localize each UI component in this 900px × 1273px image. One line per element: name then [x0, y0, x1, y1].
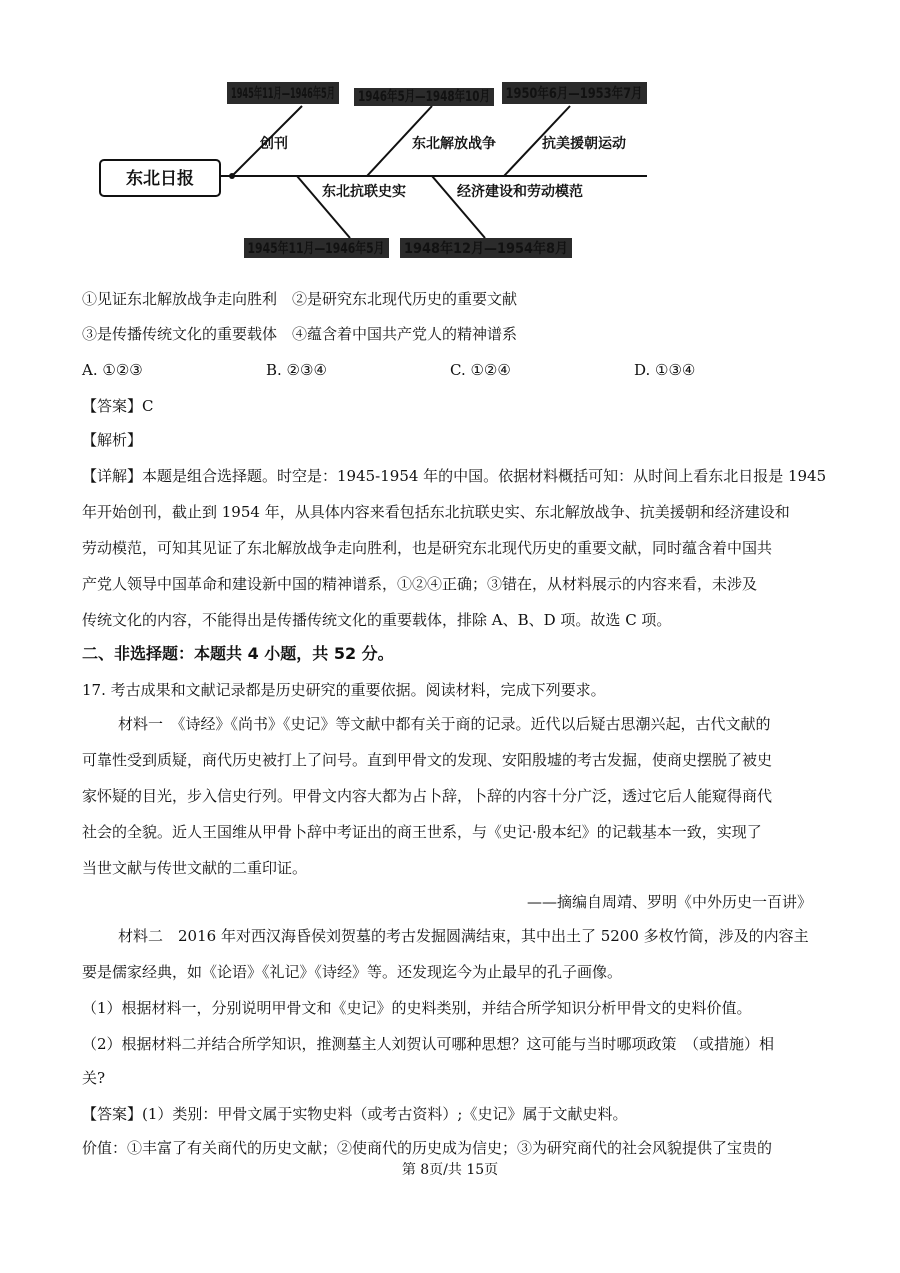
- question-2-line-2: 关?: [82, 1069, 106, 1087]
- analysis-label: 【解析】: [82, 431, 143, 449]
- period-label-1: 1945年11月—1946年5月: [231, 86, 409, 102]
- branch-label-economy: 经济建设和劳动模范: [457, 184, 583, 200]
- detail-line-2: 年开始创刊，截止到 1954 年，从具体内容来看包括东北抗联史实、东北解放战争、抗美援朝和经济建设和: [82, 503, 790, 521]
- option-a: A. ①②③: [82, 361, 143, 379]
- option-d: D. ①③④: [634, 361, 696, 379]
- material1-line-5: 当世文献与传世文献的二重印证。: [82, 859, 308, 877]
- page-footer: 第 8页/共 15页: [401, 1162, 499, 1178]
- q17-stem: 17. 考古成果和文献记录都是历史研究的重要依据。阅读材料，完成下列要求。: [82, 681, 606, 699]
- diagram-root-label: 东北日报: [126, 169, 194, 189]
- material1-line-2: 可靠性受到质疑，商代历史被打上了问号。直到甲骨文的发现、安阳殷墟的考古发掘，使商史摆脱了被史: [82, 751, 773, 769]
- detail-line-3: 劳动模范，可知其见证了东北解放战争走向胜利，也是研究东北现代历史的重要文献，同时蕴含着中国共: [82, 539, 773, 557]
- material2-line-1: 材料二 2016 年对西汉海昏侯刘贺墓的考古发掘圆满结束，其中出土了 5200 多枚竹简，涉及的内容主: [118, 927, 809, 945]
- option-c: C. ①②④: [450, 361, 511, 379]
- detail-line-1: 【详解】本题是组合选择题。时空是：1945-1954 年的中国。依据材料概括可知：从时间上看东北日报是 1945: [82, 467, 827, 485]
- material1-line-4: 社会的全貌。近人王国维从甲骨卜辞中考证出的商王世系，与《史记·殷本纪》的记载基本一致，实现了: [82, 823, 762, 841]
- period-label-2: 1946年5月—1948年10月: [358, 89, 536, 105]
- question-1: （1）根据材料一，分别说明甲骨文和《史记》的史料类别，并结合所学知识分析甲骨文的史料价值。: [82, 999, 752, 1017]
- branch-label-liberation: 东北解放战争: [412, 136, 496, 152]
- period-label-5: 1948年12月—1954年8月: [404, 241, 582, 257]
- material2-line-2: 要是儒家经典，如《论语》《礼记》《诗经》等。还发现迄今为止最早的孔子画像。: [82, 963, 623, 981]
- detail-line-5: 传统文化的内容，不能得出是传播传统文化的重要载体，排除 A、B、D 项。故选 C 项。: [82, 611, 672, 629]
- answer-line: 【答案】C: [82, 397, 154, 415]
- material1-line-3: 家怀疑的目光，步入信史行列。甲骨文内容大都为占卜辞，卜辞的内容十分广泛，透过它后人能窥得商代: [82, 787, 773, 805]
- statement-line-1: ①见证东北解放战争走向胜利 ②是研究东北现代历史的重要文献: [82, 290, 518, 308]
- option-b: B. ②③④: [266, 361, 327, 379]
- material1-line-1: 材料一 《诗经》《尚书》《史记》等文献中都有关于商的记录。近代以后疑古思潮兴起，古代文献的: [118, 715, 771, 733]
- period-label-4: 1945年11月—1946年5月: [247, 241, 425, 257]
- period-label-3: 1950年6月—1953年7月: [505, 86, 673, 102]
- branch-label-anti-japan: 东北抗联史实: [322, 184, 406, 200]
- branch-label-founding: 创刊: [260, 136, 288, 152]
- material1-source: ——摘编自周靖、罗明《中外历史一百讲》: [526, 893, 812, 911]
- section-heading: 二、非选择题：本题共 4 小题，共 52 分。: [82, 644, 394, 663]
- fishbone-diagram: [92, 78, 673, 268]
- question-2-line-1: （2）根据材料二并结合所学知识，推测墓主人刘贺认可哪种思想？这可能与当时哪项政策 （或措施）相: [82, 1035, 775, 1053]
- answer-1: 【答案】(1）类别：甲骨文属于实物史料（或考古资料）;《史记》属于文献史料。: [82, 1105, 628, 1123]
- statement-line-2: ③是传播传统文化的重要载体 ④蕴含着中国共产党人的精神谱系: [82, 325, 518, 343]
- detail-line-4: 产党人领导中国革命和建设新中国的精神谱系，①②④正确；③错在，从材料展示的内容来看，未涉及: [82, 575, 758, 593]
- answer-2: 价值：①丰富了有关商代的历史文献；②使商代的历史成为信史；③为研究商代的社会风貌提供了宝贵的: [82, 1139, 773, 1157]
- branch-label-korea: 抗美援朝运动: [542, 136, 626, 152]
